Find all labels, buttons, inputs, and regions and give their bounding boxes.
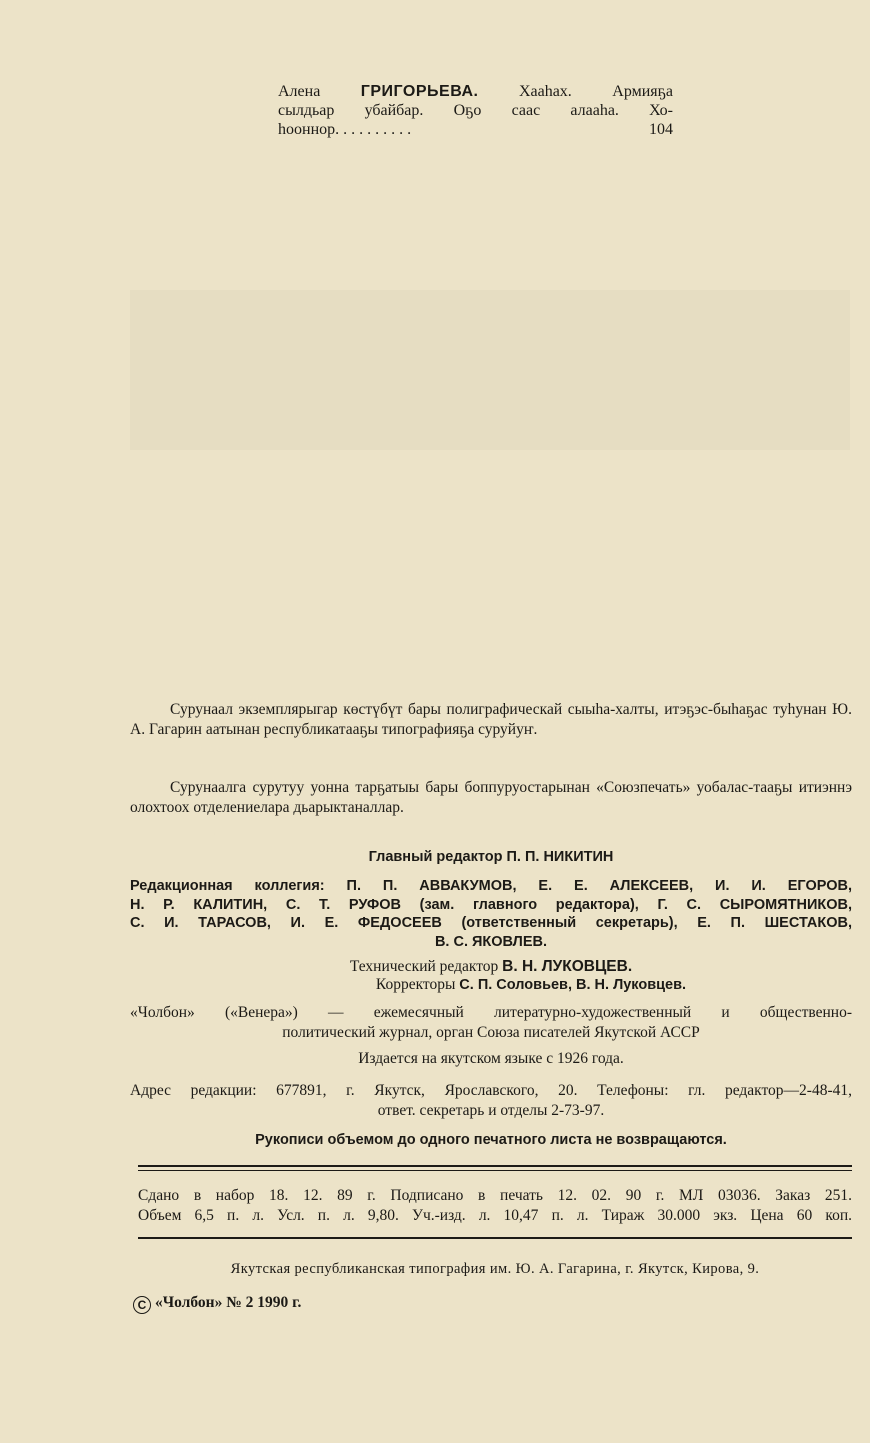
board-names-1: П. П. АВВАКУМОВ, Е. Е. АЛЕКСЕЕВ, И. И. ЕГОРОВ, [346,878,852,894]
chief-editor-name: П. П. НИКИТИН [506,849,614,865]
tech-editor-name: В. Н. ЛУКОВЦЕВ. [502,958,633,975]
divider-top-1 [138,1165,852,1167]
board-line-2: Н. Р. КАЛИТИН, С. Т. РУФОВ (зам. главного редактора), Г. С. СЫРОМЯТНИКОВ, [130,896,852,913]
editorial-board [130,877,852,951]
toc-line-3 [278,120,673,139]
editorial-address [130,1081,852,1121]
tech-editor [130,957,852,977]
board-line-4: В. С. ЯКОВЛЕВ. [434,933,548,950]
subscription-paragraph: Сурунаалга сурутуу уонна тарҕатыы бары боппуруостарынан «Союзпечать» уобалас-тааҕы итиэннэ олохтоох отделениелара дьарыктаналлар. [130,779,852,816]
errata-paragraph: Сурунаал экземплярыгар көстүбүт бары полиграфическай сыыһа-халты, итэҕэс-быһаҕас туһунан Ю. А. Гагарин аатынан республикатааҕы типографияҕа суруйуҥ. [130,701,852,738]
manuscripts-notice: Рукописи объемом до одного печатного листа не возвращаются. [255,1132,727,1148]
toc-line-2: сылдьар убайбар. Оҕо саас алааһа. Хо- [278,102,673,119]
tech-editor-label: Технический редактор [349,958,503,975]
copyright [133,1294,301,1314]
journal-description [130,1003,852,1043]
journal-desc-line-2: политический журнал, орган Союза писателей Якутской АССР [282,1024,700,1041]
toc-entry [278,82,673,139]
toc-line-3-text: һооннор. . . . . . . . . . [278,121,412,138]
imprint-line-1: Сдано в набор 18. 12. 89 г. Подписано в печать 12. 02. 90 г. МЛ 03036. Заказ 251. [138,1187,852,1204]
divider-top-2 [138,1170,852,1171]
toc-author-last: ГРИГОРЬЕВА. [360,83,479,100]
toc-line-1 [278,82,673,101]
chief-editor-label: Главный редактор [368,849,507,865]
address-line-2: ответ. секретарь и отделы 2-73-97. [377,1102,605,1119]
board-line-3: С. И. ТАРАСОВ, И. Е. ФЕДОСЕЕВ (ответственный секретарь), Е. П. ШЕСТАКОВ, [130,915,852,931]
imprint-line-2: Объем 6,5 п. л. Усл. п. л. 9,80. Уч.-изд. л. 10,47 п. л. Тираж 30.000 экз. Цена 60 коп. [138,1207,852,1224]
correctors-label: Корректоры [375,976,460,993]
board-line-1 [130,877,852,896]
address-line-1: Адрес редакции: 677891, г. Якутск, Ярославского, 20. Телефоны: гл. редактор—2-48-41, [130,1082,852,1099]
show-through-shadow [130,290,850,450]
printer-info: Якутская республиканская типография им. Ю. А. Гагарина, г. Якутск, Кирова, 9. [230,1261,760,1277]
copyright-text: «Чолбон» № 2 1990 г. [155,1294,302,1311]
imprint-details [138,1186,852,1226]
toc-page-number: 104 [649,121,673,138]
board-label: Редакционная коллегия: [130,878,347,894]
divider-bottom [138,1237,852,1239]
publishing-since: Издается на якутском языке с 1926 года. [358,1050,624,1067]
toc-title-start: Хааһах. Армияҕа [478,83,673,100]
correctors [170,975,870,995]
copyright-icon: C [133,1296,151,1314]
correctors-names: С. П. Соловьев, В. Н. Луковцев. [459,977,687,993]
toc-author-first: Алена [278,83,361,100]
chief-editor [130,847,852,867]
journal-desc-line-1: «Чолбон» («Венера») — ежемесячный литературно-художественный и общественно- [130,1004,852,1021]
